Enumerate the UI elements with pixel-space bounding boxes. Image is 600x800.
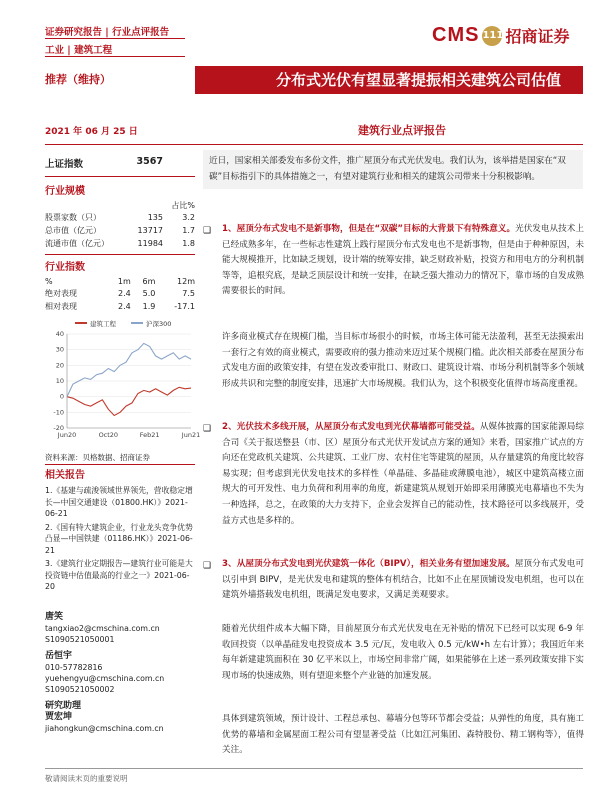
- row-value: 135: [147, 213, 163, 222]
- legend-label: 沪深300: [146, 320, 172, 328]
- divider: [45, 254, 195, 255]
- bullet-icon: ❑: [203, 561, 212, 571]
- analyst-id: S1090521050001: [45, 635, 115, 644]
- divider: [45, 464, 195, 465]
- related-report-link[interactable]: 3.《建筑行业定期报告—建筑行业可能是大投资链中估值最高的行业之一》2021-06-20: [45, 559, 193, 591]
- rating-label: 推荐（维持）: [45, 66, 195, 94]
- row-label: 绝对表现: [45, 289, 77, 298]
- performance-chart: [45, 316, 201, 446]
- table-row: [45, 287, 195, 300]
- y-tick-label: 10: [55, 377, 64, 385]
- footer-note: 敬请阅读末页的重要说明: [45, 774, 128, 783]
- assistant-title: 研究助理: [45, 701, 82, 711]
- y-tick-label: -10: [53, 408, 64, 417]
- report-category: 证券研究报告 | 行业点评报告: [45, 27, 170, 38]
- bullet-icon: ❑: [203, 226, 212, 236]
- chart-series: [67, 343, 191, 415]
- table-row: [45, 224, 195, 237]
- industry-scale: [45, 182, 195, 250]
- cell: 2.4: [118, 302, 131, 311]
- perf-title: 行业指数: [45, 262, 85, 273]
- x-tick-label: Oct20: [98, 431, 119, 439]
- scale-title: 行业规模: [45, 186, 85, 197]
- paragraph: 许多商业模式存在规模门槛，当目标市场很小的时候，市场主体可能无法盈利，甚至无法摸索出一套行之有效的商业模式，需要政府的强力推动来迈过某个规模门槛。此次相关部委在屋顶分布式发电方面的政策安排，有望在发改委审批口、财政口、建筑设计端、市场分利机制等多个领域形成共识和完整的制度安排，迅速扩大市场规模。我们认为，这个积极变化值得市场高度重视。: [222, 332, 584, 389]
- col-header: 1m: [117, 277, 131, 286]
- analyst-email[interactable]: tangxiao2@cmschina.com.cn: [45, 624, 160, 633]
- index-row: [45, 156, 195, 170]
- section-2: [222, 420, 584, 529]
- col-header: %: [45, 277, 53, 286]
- divider: [45, 176, 195, 177]
- index-value: 3567: [136, 156, 163, 167]
- cell: 2.4: [118, 289, 131, 298]
- bullet-icon: ❑: [203, 424, 212, 434]
- analyst-phone: 010-57782816: [45, 663, 103, 672]
- section-heading: 1、屋顶分布式发电不是新事物，但是在“双碳”目标的大背景下有特殊意义。: [222, 224, 516, 234]
- analyst-email[interactable]: yuehengyu@cmschina.com.cn: [45, 674, 165, 683]
- report-title: 分布式光伏有望显著提振相关建筑公司估值: [275, 71, 561, 89]
- col-header: 12m: [177, 277, 195, 286]
- footer-divider: [45, 768, 583, 769]
- y-tick-label: 0: [59, 392, 64, 401]
- related-report-link[interactable]: 2.《国有特大建筑企业，行业龙头竞争优势凸显—中国铁建（01186.HK）》2021-06-21: [45, 522, 193, 555]
- table-row: [45, 237, 195, 250]
- assistant-email[interactable]: jiahongkun@cmschina.com.cn: [45, 724, 164, 733]
- section-text: 屋顶分布式发电可以引申到 BIPV，是光伏发电和建筑的整体有机结合，比如不止在屋顶铺设发电机组，也可以在建筑外墙搭载发电机组，既满足发电要求，又满足美观要求。: [222, 559, 584, 601]
- report-date: 2021 年 06 月 25 日: [45, 127, 138, 137]
- logo-cms-text: CMS: [432, 24, 480, 46]
- x-tick-label: Feb21: [139, 431, 160, 439]
- scale-column-header: 占比%: [171, 201, 195, 210]
- chart-axes: [53, 330, 200, 439]
- report-type: 建筑行业点评报告: [358, 124, 446, 137]
- row-share: 1.8: [182, 239, 195, 248]
- chart-legend: [75, 319, 171, 328]
- series-line: [67, 387, 191, 415]
- assistant-name: 贾宏坤: [45, 712, 73, 722]
- logo-badge-icon: 111: [482, 26, 502, 46]
- paragraph: 具体到建筑领域，预计设计、工程总承包、幕墙分包等环节都会受益；从弹性的角度，具有施工优势的幕墙和金属屋面工程公司有望显著受益（比如江河集团、森特股份、精工钢构等），值得关注。: [222, 714, 584, 756]
- row-label: 相对表现: [45, 302, 77, 311]
- brand-logo: [432, 24, 569, 47]
- table-row: [45, 211, 195, 224]
- section-heading: 2、光伏技术多线开展，从屋顶分布式发电到光伏幕墙都可能受益。: [222, 422, 480, 432]
- cell: 7.5: [182, 289, 195, 298]
- summary-box: 近日，国家相关部委发布多份文件，推广屋顶分布式光伏发电。我们认为，该举措是国家在“双碳”目标指引下的具体措施之一，有望对建筑行业和相关的建筑公司带来十分积极影响。: [203, 150, 583, 189]
- header-divider: [45, 144, 583, 145]
- row-label: 股票家数（只）: [45, 213, 101, 222]
- industry-performance: [45, 258, 195, 313]
- logo-company-name: 招商证券: [505, 27, 570, 46]
- row-label: 流通市值（亿元）: [45, 239, 109, 248]
- cell: 5.0: [142, 289, 156, 298]
- series-line: [67, 343, 191, 396]
- index-label: 上证指数: [45, 159, 84, 170]
- x-tick-label: Jun20: [57, 431, 77, 439]
- section-heading: 3、从屋顶分布式发电到光伏建筑一体化（BIPV），相关业务有望加速发展。: [222, 559, 515, 569]
- analyst-id: S1090521050002: [45, 685, 115, 694]
- section-1: [222, 222, 584, 300]
- analyst-info: [45, 612, 195, 734]
- data-source: 资料来源：贝格数据、招商证券: [45, 453, 150, 462]
- y-tick-label: 30: [55, 345, 64, 354]
- analyst-name: 唐笑: [45, 612, 64, 622]
- related-report-link[interactable]: 1.《基建与疏浚领域世界领先，营收稳定增长—中国交通建设（01800.HK）》2021-06-21: [45, 486, 193, 518]
- section-3: [222, 557, 584, 604]
- cell: -17.1: [174, 302, 195, 311]
- related-title: 相关报告: [45, 470, 85, 481]
- cell: 1.9: [142, 302, 156, 311]
- x-tick-label: Jun21: [181, 431, 201, 439]
- y-tick-label: 20: [55, 361, 64, 370]
- scale-table: [45, 211, 195, 250]
- row-share: 1.7: [182, 226, 195, 235]
- related-reports: [45, 466, 195, 593]
- table-row: [45, 300, 195, 313]
- title-bar: [45, 66, 583, 94]
- paragraph: 随着光伏组件成本大幅下降，目前屋顶分布式光伏发电在无补贴的情况下已经可以实现 6-9 年收回投资（以单晶硅发电投资成本 3.5 元/瓦，发电收入 0.5 元/kW•h 左右计算）；我国近年来每年新建建筑面积在 30 亿平米以上，市场空间非常广阔，如果能够在上述一系列政策安排下实现市场的快速成熟，则有望迎来整个产业链的加速发展。: [222, 624, 584, 681]
- row-label: 总市值（亿元）: [45, 226, 101, 235]
- table-header-row: [45, 276, 195, 287]
- legend-label: 建筑工程: [90, 320, 116, 328]
- industry-tag: 工业 | 建筑工程: [45, 45, 113, 56]
- related-list: [45, 485, 195, 593]
- y-tick-label: 40: [55, 330, 64, 338]
- col-header: 6m: [142, 277, 156, 286]
- analyst-name: 岳恒宇: [45, 651, 73, 661]
- section-text: 光伏发电从技术上已经成熟多年，在一些标志性建筑上践行屋顶分布式发电也不是新事物，但是由于种种原因，未能大规模推开，比如缺乏规划，设计端的统筹安排，缺乏财政补贴，投资方和用电方的分利机制等等，追根究底，是缺乏顶层设计和统一安排，在缺乏强大推动力的情况下，靠市场的自发成熟需要很长的时间。: [222, 224, 584, 297]
- y-tick-label: -20: [53, 424, 64, 432]
- perf-table: [45, 276, 195, 313]
- divider: [45, 56, 185, 57]
- row-share: 3.2: [182, 213, 195, 222]
- section-text: 从媒体披露的国家能源局综合司《关于报送整县（市、区）屋顶分布式光伏开发试点方案的通知》来看，国家推广试点的方向还在党政机关建筑、公共建筑、工业厂房、农村住宅等建筑的屋顶，从存量建筑的角度比较容易实现；但考虑到光伏发电技术的多样性（单晶硅、多晶硅或薄膜电池），城区中建筑高楼立面规大的可开发性、电力负荷和利用率的角度，新建建筑从规划开始即采用薄膜光电幕墙也不失为一种选择，总之，在政策的大力支持下，企业会发挥自己的能动性，技术路径可以多线展开，受益方式也是多样的。: [222, 422, 584, 526]
- divider: [45, 38, 185, 39]
- row-value: 11984: [137, 239, 163, 248]
- row-value: 13717: [137, 226, 163, 235]
